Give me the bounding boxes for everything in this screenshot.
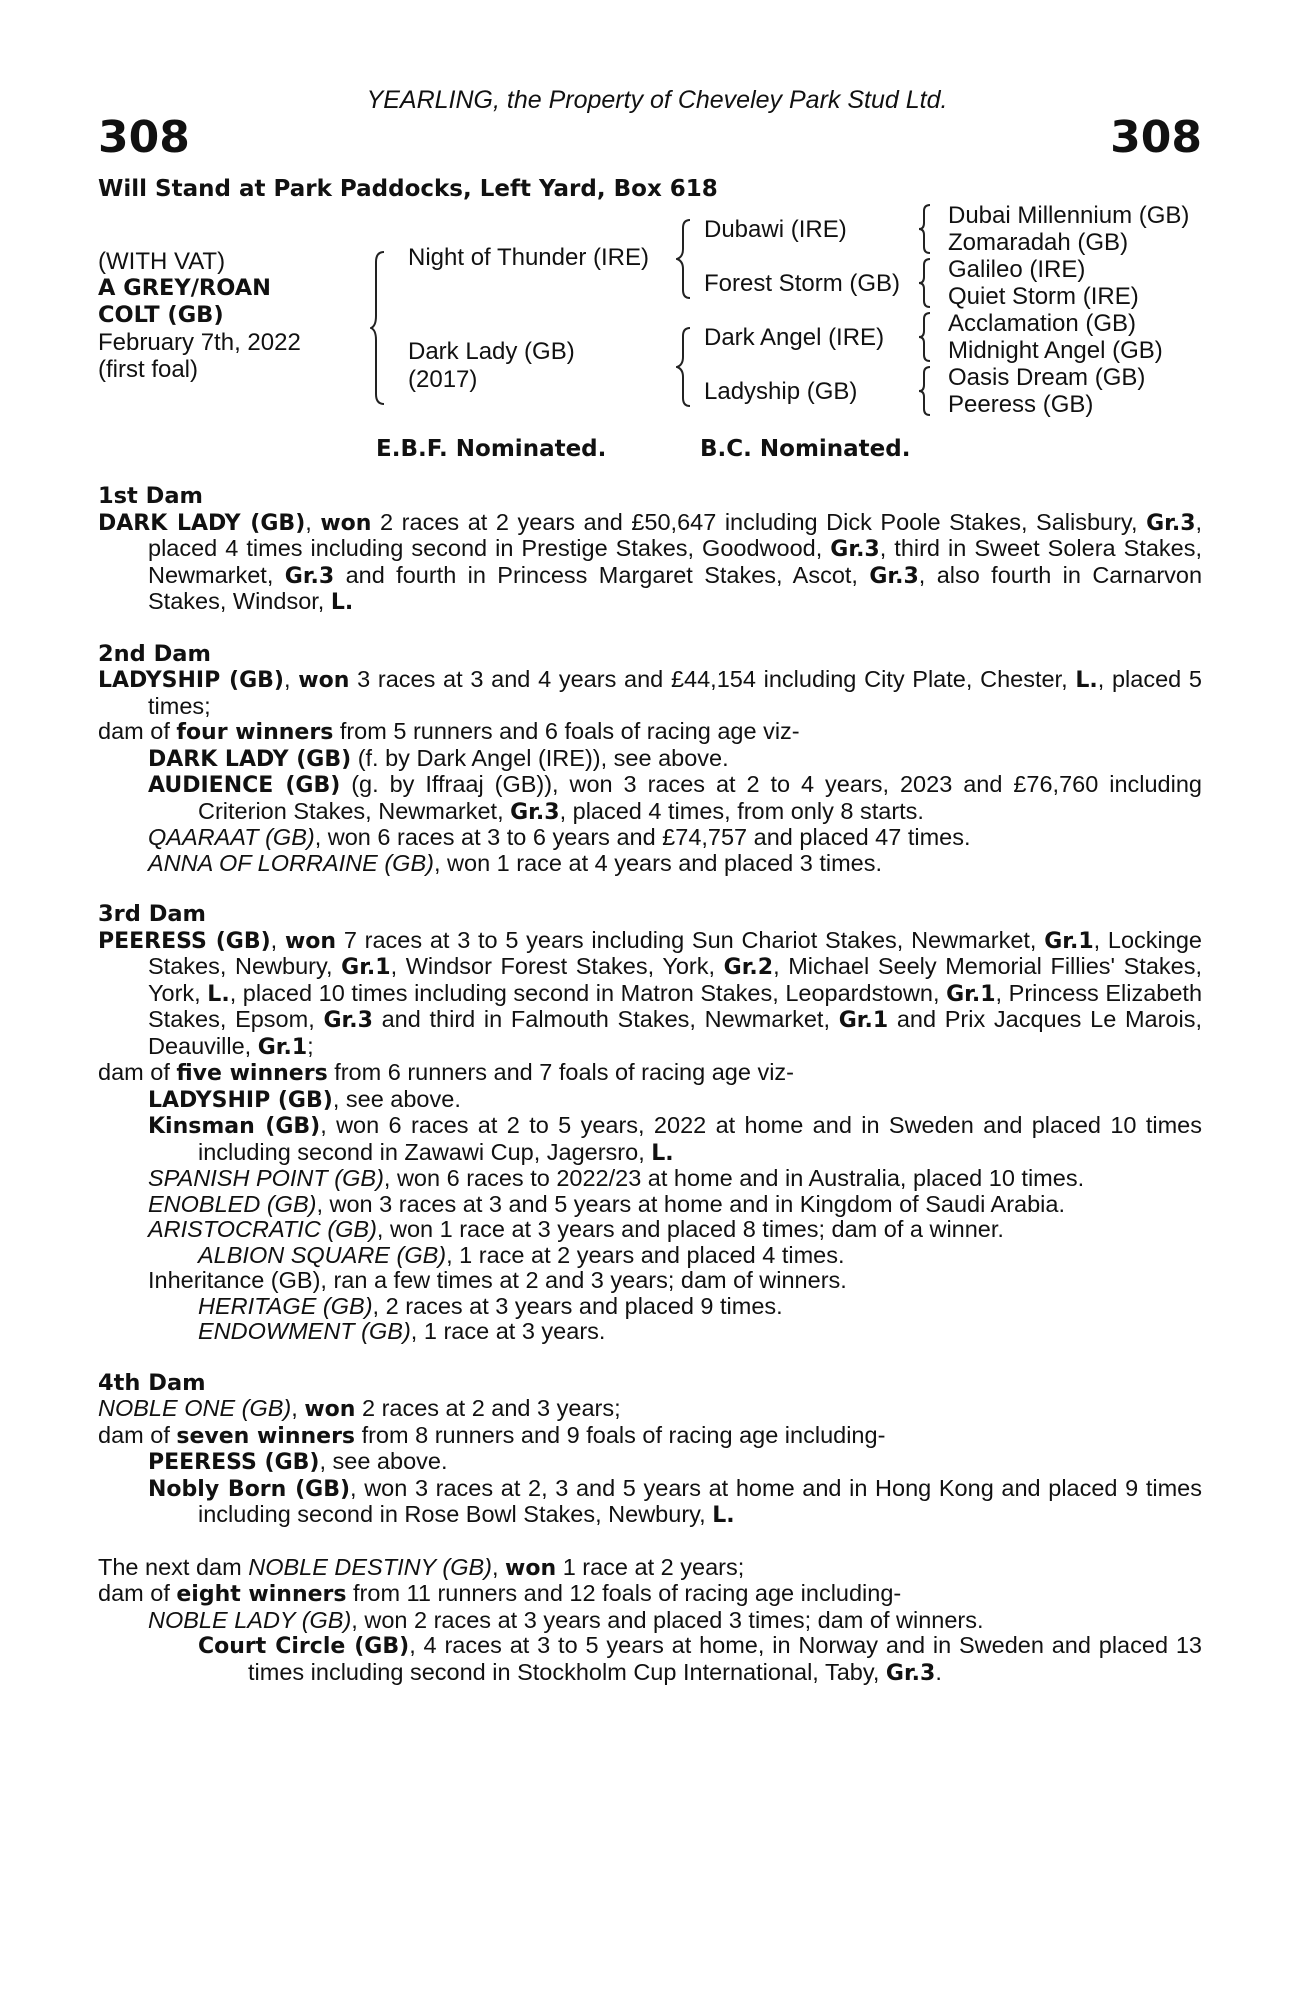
listed-label: L. [651,1140,674,1166]
record-text: , also fourth in Carnarvon Stakes, Windsor, [148,561,1203,614]
record-text: and third in Falmouth Stakes, Newmarket, [381,1006,830,1032]
third-dam-section [98,902,1202,1345]
produce-name: LADYSHIP (GB) [148,1087,333,1113]
grade-label: Gr.3 [885,1660,936,1686]
bc-nomination: B.C. Nominated. [700,436,911,462]
produce-summary [98,1423,1202,1450]
produce-item [98,772,1202,825]
dam-name: DARK LADY (GB) [98,510,306,536]
grade-label: Gr.1 [838,1008,889,1033]
record-text: , placed 5 times; [148,666,1202,719]
grade-label: Gr.3 [284,563,335,589]
produce-subitem [98,1243,1202,1269]
grade-label: Gr.3 [510,799,560,825]
produce-name: HERITAGE (GB) [198,1292,373,1319]
produce-subitem [98,1319,1202,1345]
section-heading: 3rd Dam [98,901,206,927]
brace-sd [918,256,934,310]
record-text: Inheritance (GB), ran a few times at 2 and 3 years; dam of winners. [148,1267,847,1293]
record-text: 2 races at 2 and 3 years; [361,1395,621,1421]
record-text: 3 races at 3 and 4 years and £44,154 including City Plate, Chester, [357,666,1068,692]
grade-label: Gr.1 [1044,928,1094,954]
produce-name: SPANISH POINT (GB) [148,1165,384,1191]
foaling-date: February 7th, 2022 [98,329,301,356]
produce-item [98,1217,1202,1243]
record-text: dam of [98,1580,170,1606]
record-text: , won 3 races at 3 and 5 years at home and in Kingdom of Saudi Arabia. [316,1190,1065,1217]
first-dam-section [98,484,1202,616]
record-text: , won 1 race at 4 years and placed 3 times. [433,849,883,876]
record-text: , won 6 races at 2 to 5 years, 2022 at home and in Sweden and placed 10 times including second in Zawawi Cup, Jagersro, [198,1112,1202,1165]
produce-item [98,1192,1202,1218]
sire-dam-dam: Quiet Storm (IRE) [948,283,1139,310]
fourth-dam-section [98,1371,1202,1529]
produce-name: ARISTOCRATIC (GB) [148,1216,377,1242]
record-text: , placed 10 times including second in Matron Stakes, Leopardstown, [229,979,940,1006]
grade-label: Gr.1 [341,955,391,980]
record-text: from 11 runners and 12 foals of racing age including- [353,1580,902,1606]
produce-name: ENOBLED (GB) [148,1190,317,1217]
dam-sire-sire: Acclamation (GB) [948,310,1137,337]
record-text: from 8 runners and 9 foals of racing age including- [361,1421,886,1448]
produce-name: ALBION SQUARE (GB) [198,1241,447,1268]
dam-sire: Dark Angel (IRE) [704,324,885,351]
produce-name: QAARAAT (GB) [148,824,315,850]
listed-label: L. [1075,668,1098,693]
produce-item [98,1268,1202,1294]
record-text: dam of [98,1421,170,1448]
horse-sex: COLT (GB) [98,302,224,328]
record-text: from 6 runners and 7 foals of racing age viz- [334,1059,794,1085]
horse-type: A GREY/ROAN [98,275,272,301]
dam-record: NOBLE ONE (GB), won 2 races at 2 and 3 years; [98,1395,621,1422]
foal-note: (first foal) [98,356,199,383]
produce-item [98,1087,1202,1114]
section-heading: 1st Dam [98,483,203,509]
record-text: (g. by Iffraaj (GB)), won 3 races at 2 to 4 years, 2023 and £76,760 including Criterion Stakes, Newmarket, [198,771,1202,824]
record-text: , 4 races at 3 to 5 years at home, in Norway and in Sweden and placed 13 times including second in Stockholm Cup International, Taby, [248,1632,1202,1685]
record-text: , Lockinge Stakes, Newbury, [148,926,1202,979]
sale-title: YEARLING, the Property of Cheveley Park Stud Ltd. [366,86,948,114]
won-label: won [304,1397,356,1422]
produce-name: Kinsman (GB) [148,1114,321,1139]
grade-label: Gr.3 [323,1008,373,1033]
ebf-nomination: E.B.F. Nominated. [376,436,607,462]
listed-label: L. [207,981,230,1007]
record-text: (f. by Dark Angel (IRE)), see above. [357,744,729,771]
produce-name: AUDIENCE (GB) [148,773,341,798]
won-label: won [320,510,372,536]
record-text: , won 6 races at 3 to 6 years and £74,757 and placed 47 times. [314,824,971,850]
grade-label: Gr.3 [1146,510,1196,536]
dam-name: NOBLE DESTINY (GB) [248,1553,492,1580]
produce-summary [98,1060,1202,1087]
sire-sire-sire: Dubai Millennium (GB) [948,202,1190,229]
dam-record: LADYSHIP (GB), won 3 races at 3 and 4 years and £44,154 including City Plate, Chester, L., placed 5 times; [98,666,1202,719]
record-text: , won 2 races at 3 years and placed 3 times; dam of winners. [351,1606,984,1633]
record-text: , Windsor Forest Stakes, York, [390,953,716,979]
record-text: dam of [98,718,170,744]
record-text: from 5 runners and 6 foals of racing age viz- [339,718,800,744]
dam-name: PEERESS (GB) [98,928,271,954]
produce-name: DARK LADY (GB) [148,746,352,772]
record-text: , won 6 races to 2022/23 at home and in Australia, placed 10 times. [383,1165,1085,1191]
second-dam-section [98,642,1202,877]
produce-item [98,1449,1202,1476]
record-text: , third in Sweet Solera Stakes, Newmarket, [148,535,1203,588]
produce-summary [98,1581,1202,1608]
dam-year: (2017) [408,366,478,393]
record-text: , Michael Seely Memorial Fillies' Stakes, York, [148,953,1203,1006]
produce-name: NOBLE LADY (GB) [148,1606,352,1633]
sire-sire-dam: Zomaradah (GB) [948,229,1129,256]
sire: Night of Thunder (IRE) [408,244,649,271]
brace-dam [676,324,696,410]
next-dam-section [98,1555,1202,1687]
record-text: , Princess Elizabeth Stakes, Epsom, [148,979,1203,1032]
vat-note: (WITH VAT) [98,248,226,275]
listed-label: L. [712,1503,735,1528]
dam-sire-dam: Midnight Angel (GB) [948,337,1163,364]
produce-subitem [98,1294,1202,1320]
brace-ss [918,202,934,256]
record-text: , won 3 races at 2, 3 and 5 years at home and in Hong Kong and placed 9 times including second in Rose Bowl Stakes, Newbury, [198,1474,1202,1527]
record-text: 1 race at 2 years; [562,1553,745,1580]
brace-sire [676,216,696,302]
record-text: 2 races at 2 years and £50,647 including Dick Poole Stakes, Salisbury, [380,508,1138,535]
produce-name: ANNA OF LORRAINE (GB) [148,849,434,876]
record-text: , won 1 race at 3 years and placed 8 times; dam of a winner. [376,1216,1004,1242]
won-label: won [284,928,337,954]
produce-item [98,1113,1202,1166]
grade-label: Gr.1 [257,1034,308,1060]
sire-sire: Dubawi (IRE) [704,216,847,243]
record-text: and Prix Jacques Le Marois, Deauville, [148,1006,1203,1059]
catalogue-body [98,484,1202,1712]
listed-label: L. [330,590,354,615]
record-text: , see above. [332,1085,461,1112]
won-label: won [298,668,350,693]
dam-dam-sire: Oasis Dream (GB) [948,364,1146,391]
brace-ds [918,310,934,364]
section-heading: 4th Dam [98,1369,206,1396]
record-text: , placed 4 times including second in Prestige Stakes, Goodwood, [148,508,1203,561]
horse-description [98,248,301,383]
dam-record: The next dam NOBLE DESTINY (GB), won 1 race at 2 years; [98,1553,745,1581]
record-text: . [935,1658,942,1685]
lot-number-left: 308 [98,112,190,163]
record-text: The next dam [98,1553,242,1580]
record-text: , 1 race at 3 years. [410,1318,606,1344]
produce-name: Nobly Born (GB) [148,1476,351,1502]
record-text: , 1 race at 2 years and placed 4 times. [446,1241,845,1268]
record-text: ; [307,1032,314,1059]
winner-count: eight winners [176,1582,347,1607]
dam-record: DARK LADY (GB), won 2 races at 2 years and £50,647 including Dick Poole Stakes, Salisbury, Gr.3, placed 4 times including second in Prestige Stakes, Goodwood, Gr.3, third in Sweet Solera Stakes, Newmarket, Gr.3 and fourth in Princess Margaret Stakes, Ascot, Gr.3, also fourth in Carnarvon Stakes, Windsor, L. [98,508,1203,615]
record-text: , 2 races at 3 years and placed 9 times. [372,1292,783,1319]
dam-dam-dam: Peeress (GB) [948,391,1094,418]
sire-dam-sire: Galileo (IRE) [948,256,1086,283]
lot-number-right: 308 [1110,112,1202,163]
grade-label: Gr.3 [869,563,919,589]
winner-count: four winners [176,720,334,745]
section-heading: 2nd Dam [98,640,211,667]
produce-name: Court Circle (GB) [198,1634,410,1659]
produce-summary [98,719,1202,746]
record-text: , see above. [319,1448,448,1474]
grade-label: Gr.1 [946,981,996,1007]
produce-item [98,1476,1202,1529]
brace-gen1 [370,248,390,408]
winner-count: five winners [176,1061,328,1086]
produce-item [98,1608,1202,1634]
grade-label: Gr.3 [830,537,880,562]
won-label: won [505,1555,557,1581]
produce-item [98,851,1202,877]
grade-label: Gr.2 [723,955,774,980]
dam-record: PEERESS (GB), won 7 races at 3 to 5 years including Sun Chariot Stakes, Newmarket, Gr.1, Lockinge Stakes, Newbury, Gr.1, Windsor Forest Stakes, York, Gr.2, Michael Seely Memorial Fillies' Stakes, York, L., placed 10 times including second in Matron Stakes, Leopardstown, Gr.1, Princess Elizabeth Stakes, Epsom, Gr.3 and third in Falmouth Stakes, Newmarket, Gr.1 and Prix Jacques Le Marois, Deauville, Gr.1; [98,926,1203,1060]
dam: Dark Lady (GB) [408,338,575,365]
dam-name: NOBLE ONE (GB) [98,1395,292,1421]
record-text: and fourth in Princess Margaret Stakes, Ascot, [345,561,858,588]
record-text: 7 races at 3 to 5 years including Sun Chariot Stakes, Newmarket, [343,926,1037,953]
record-text: dam of [98,1059,170,1085]
produce-subitem [98,1633,1202,1686]
stand-location: Will Stand at Park Paddocks, Left Yard, Box 618 [98,176,718,202]
brace-dd [918,364,934,418]
record-text: , placed 4 times, from only 8 starts. [559,797,924,824]
winner-count: seven winners [176,1423,356,1449]
produce-name: ENDOWMENT (GB) [198,1318,411,1344]
dam-name: LADYSHIP (GB) [98,668,284,693]
sire-dam: Forest Storm (GB) [704,270,901,297]
produce-item [98,1166,1202,1192]
produce-item [98,746,1202,773]
produce-item [98,825,1202,851]
produce-name: PEERESS (GB) [148,1450,320,1475]
dam-dam: Ladyship (GB) [704,378,858,405]
